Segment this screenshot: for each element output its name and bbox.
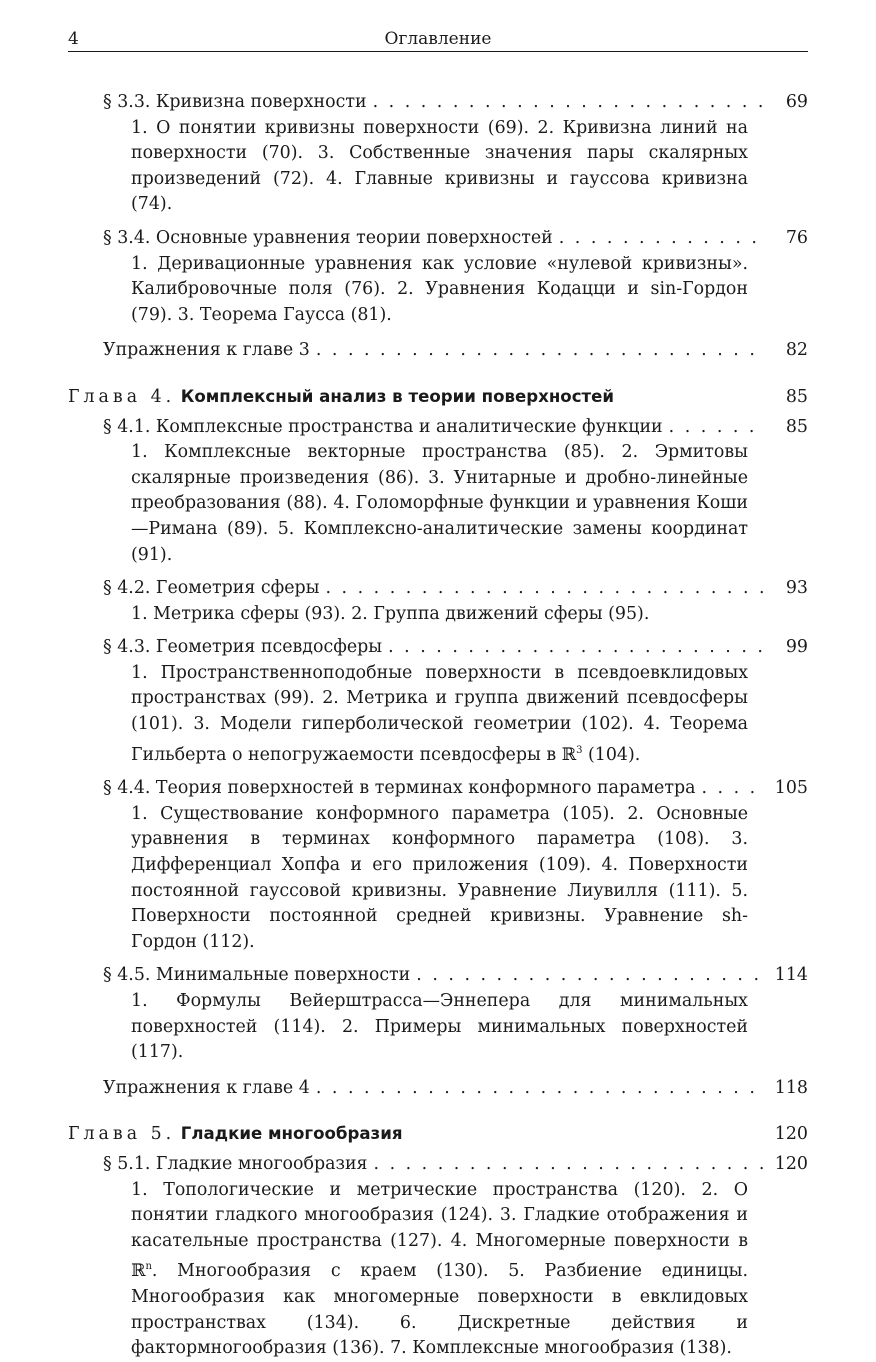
superscript: n bbox=[145, 1261, 152, 1273]
toc-page-number: 105 bbox=[774, 778, 808, 799]
toc-exercises-title: Упражнения к главе 4 bbox=[103, 1077, 310, 1098]
toc-exercises bbox=[103, 338, 808, 364]
dot-leader bbox=[669, 415, 766, 441]
running-title: Оглавление bbox=[384, 29, 492, 49]
toc-page-number: 93 bbox=[785, 578, 808, 599]
toc-subsections: 1. Существование конформного параметра (105). 2. Основные уравнения в терминах конформного параметра (108). 3. Дифференциал Хопфа и его приложения (109). 4. Поверхности постоянной гауссовой кривизны. Уравнение Лиувилля (111). 5. Поверхности постоянной средней кривизны. Уравнение sh-Гордон (112). bbox=[131, 803, 748, 952]
chapter-prefix: Глава 5. bbox=[68, 1124, 176, 1145]
toc-subsections: 1. Формулы Вейерштрасса—Эннепера для минимальных поверхностей (114). 2. Примеры минимальных поверхностей (117). bbox=[131, 991, 748, 1063]
toc-chapter bbox=[68, 1121, 808, 1148]
dot-leader bbox=[326, 576, 767, 602]
toc-section bbox=[103, 1152, 808, 1362]
toc-section bbox=[103, 776, 808, 955]
dot-leader bbox=[316, 1076, 766, 1102]
toc-page-number: 85 bbox=[785, 416, 808, 437]
dot-leader bbox=[416, 963, 766, 989]
toc-section bbox=[103, 226, 808, 328]
toc-page-number: 85 bbox=[785, 386, 808, 407]
toc-section-heading bbox=[103, 1152, 808, 1178]
toc-subsections: 1. Метрика сферы (93). 2. Группа движений сферы (95). bbox=[131, 603, 650, 624]
toc-section-title: § 4.2. Геометрия сферы bbox=[103, 578, 320, 599]
toc-section-title: § 4.1. Комплексные пространства и аналитические функции bbox=[103, 416, 663, 437]
toc-section-title: § 3.3. Кривизна поверхности bbox=[103, 92, 367, 112]
running-header bbox=[68, 29, 808, 52]
toc-page-number: 82 bbox=[785, 340, 808, 361]
toc-subsections: 1. Комплексные векторные пространства (85). 2. Эрмитовы скалярные произведения (86). 3. Унитарные и дробно-линейные преобразования (88). 4. Голоморфные функции и уравнения Коши—Римана (89). 5. Комплексно-аналитические замены координат (91). bbox=[131, 442, 748, 565]
toc-section-heading bbox=[103, 226, 808, 252]
toc-section bbox=[103, 576, 808, 627]
toc-section bbox=[103, 635, 808, 768]
toc-section-title: § 4.4. Теория поверхностей в терминах конформного параметра bbox=[103, 778, 696, 799]
table-of-contents bbox=[68, 90, 808, 1362]
toc-section bbox=[103, 90, 808, 218]
toc-page-number: 120 bbox=[774, 1124, 808, 1145]
toc-subsections: 1. Деривационные уравнения как условие «нулевой кривизны». Калибровочные поля (76). 2. Уравнения Кодацци и sin-Гордон (79). 3. Теорема Гаусса (81). bbox=[131, 253, 748, 325]
chapter-title: Гладкие многообразия bbox=[180, 1124, 403, 1144]
toc-section-heading bbox=[103, 635, 808, 661]
toc-section-title: § 4.5. Минимальные поверхности bbox=[103, 965, 411, 986]
toc-section-title: § 4.3. Геометрия псевдосферы bbox=[103, 637, 383, 658]
toc-section-heading bbox=[103, 776, 808, 802]
dot-leader bbox=[373, 90, 766, 116]
toc-page-number: 120 bbox=[774, 1153, 808, 1174]
toc-subsections: 1. О понятии кривизны поверхности (69). 2. Кривизна линий на поверхности (70). 3. Собственные значения пары скалярных произведений (72). 4. Главные кривизны и гауссова кривизна (74). bbox=[131, 117, 748, 215]
toc-subsections: 1. Топологические и метрические пространства (120). 2. О понятии гладкого многообразия (124). 3. Гладкие отображения и касательные пространства (127). 4. Многомерные поверхности в ℝ$^n$. Многообразия с краем (130). 5. Разбиение единицы. Многообразия как многомерные поверхности в евклидовых пространствах (134). 6. Дискретные действия и фактормногообразия (136). 7. Комплексные многообразия (138). bbox=[131, 1179, 748, 1359]
toc-section bbox=[103, 415, 808, 569]
dot-leader bbox=[559, 226, 766, 252]
toc-chapter bbox=[68, 384, 808, 411]
superscript: 3 bbox=[576, 744, 583, 756]
dot-leader bbox=[388, 635, 766, 661]
toc-section-heading bbox=[103, 90, 808, 116]
toc-section-title: § 5.1. Гладкие многообразия bbox=[103, 1153, 368, 1174]
toc-subsections: 1. Пространственноподобные поверхности в псевдоевклидовых пространствах (99). 2. Метрика и группа движений псевдосферы (101). 3. Модели гиперболической геометрии (102). 4. Теорема Гильберта о непогружаемости псевдосферы в ℝ$^3$ (104). bbox=[131, 662, 748, 765]
toc-section bbox=[103, 963, 808, 1065]
toc-page-number: 114 bbox=[774, 965, 808, 986]
toc-page-number: 69 bbox=[785, 92, 808, 112]
toc-section-heading bbox=[103, 415, 808, 441]
toc-section-title: § 3.4. Основные уравнения теории поверхностей bbox=[103, 227, 553, 248]
page-number: 4 bbox=[68, 29, 79, 49]
toc-section-heading bbox=[103, 576, 808, 602]
toc-page-number: 99 bbox=[785, 637, 808, 658]
dot-leader bbox=[316, 338, 766, 364]
toc-exercises bbox=[103, 1076, 808, 1102]
toc-section-heading bbox=[103, 963, 808, 989]
dot-leader bbox=[701, 776, 766, 802]
toc-page-number: 118 bbox=[774, 1077, 808, 1098]
dot-leader bbox=[374, 1152, 766, 1178]
toc-page-number: 76 bbox=[785, 227, 808, 248]
chapter-prefix: Глава 4. bbox=[68, 386, 176, 407]
toc-exercises-title: Упражнения к главе 3 bbox=[103, 340, 310, 361]
chapter-title: Комплексный анализ в теории поверхностей bbox=[180, 386, 615, 406]
